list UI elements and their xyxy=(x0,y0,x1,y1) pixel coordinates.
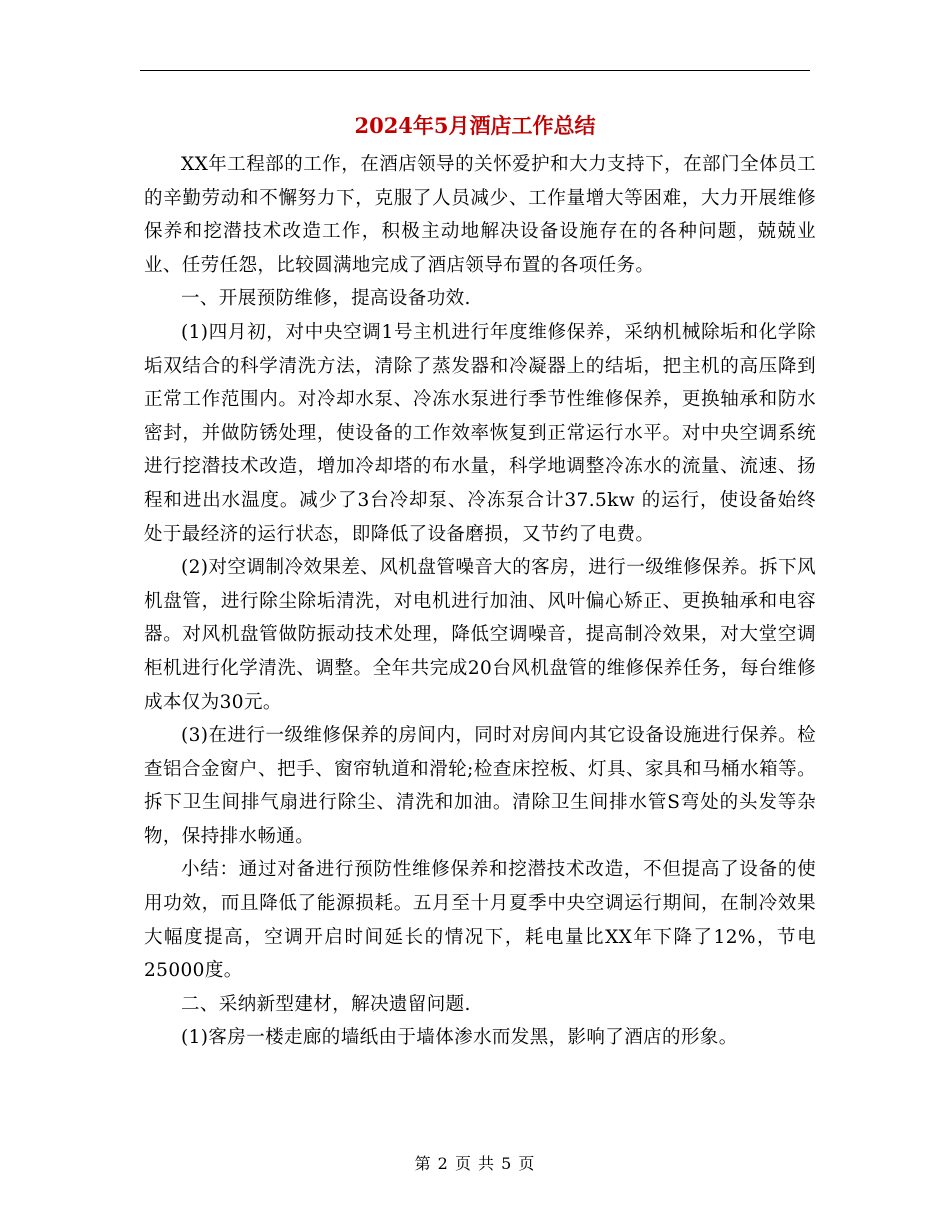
section-heading-2: 二、采纳新型建材，解决遗留问题. xyxy=(181,993,471,1015)
header-rule xyxy=(140,70,810,71)
page-footer: 第 2 页 共 5 页 xyxy=(414,1154,536,1173)
section-heading-1: 一、开展预防维修，提高设备功效. xyxy=(181,288,471,310)
document-body xyxy=(144,148,816,1055)
paragraph-item-3: (3)在进行一级维修保养的房间内，同时对房间内其它设备设施进行保养。检查铝合金窗户、把手、窗帘轨道和滑轮;检查床控板、灯具、家具和马桶水箱等。拆下卫生间排气扇进行除尘、清洗和加油。清除卫生间排水管S弯处的头发等杂物，保持排水畅通。 xyxy=(144,725,816,847)
paragraph-summary: 小结：通过对备进行预防性维修保养和挖潜技术改造，不但提高了设备的使用功效，而且降低了能源损耗。五月至十月夏季中央空调运行期间，在制冷效果大幅度提高，空调开启时间延长的情况下，耗电量比XX年下降了12%，节电25000度。 xyxy=(144,859,816,982)
paragraph-item-2: (2)对空调制冷效果差、风机盘管噪音大的客房，进行一级维修保养。拆下风机盘管，进行除尘除垢清洗，对电机进行加油、风叶偏心矫正、更换轴承和电容器。对风机盘管做防振动技术处理，降低空调噪音，提高制冷效果，对大堂空调柜机进行化学清洗、调整。全年共完成20台风机盘管的维修保养任务，每台维修成本仅为30元。 xyxy=(144,557,816,713)
document-title: 2024年5月酒店工作总结 xyxy=(354,113,596,138)
paragraph-item-4: (1)客房一楼走廊的墙纸由于墙体渗水而发黑，影响了酒店的形象。 xyxy=(181,1027,738,1049)
paragraph-item-1: (1)四月初，对中央空调1号主机进行年度维修保养，采纳机械除垢和化学除垢双结合的科学清洗方法，清除了蒸发器和冷凝器上的结垢，把主机的高压降到正常工作范围内。对冷却水泵、冷冻水泵进行季节性维修保养，更换轴承和防水密封，并做防锈处理，使设备的工作效率恢复到正常运行水平。对中央空调系统进行挖潜技术改造，增加冷却塔的布水量，科学地调整冷冻水的流量、流速、扬程和进出水温度。减少了3台冷却泵、冷冻泵合计37.5kw 的运行，使设备始终处于最经济的运行状态，即降低了设备磨损，又节约了电费。 xyxy=(144,321,816,545)
paragraph-intro: XX年工程部的工作，在酒店领导的关怀爱护和大力支持下，在部门全体员工的辛勤劳动和不懈努力下，克服了人员减少、工作量增大等困难，大力开展维修保养和挖潜技术改造工作，积极主动地解决设备设施存在的各种问题，兢兢业业、任劳任怨，比较圆满地完成了酒店领导布置的各项任务。 xyxy=(144,154,816,276)
